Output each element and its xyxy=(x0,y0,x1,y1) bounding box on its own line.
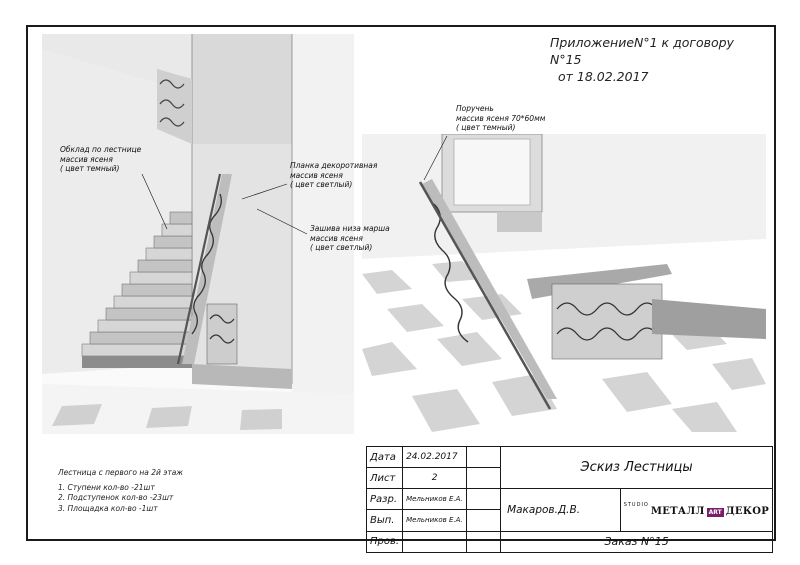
callout-oblad-line: Обклад по лестнице xyxy=(60,145,142,154)
callout-oblad xyxy=(60,145,141,174)
stair-spec-item: 2. Подступенок кол-во -23шт xyxy=(58,493,174,502)
stair-spec-item: 3. Площадка кол-во -1шт xyxy=(58,503,158,513)
sheet-value: 2 xyxy=(403,468,467,489)
callout-zashiva-line: ( цвет светлый) xyxy=(310,243,373,252)
title-block xyxy=(366,446,773,553)
callout-poruchen xyxy=(456,104,545,133)
callout-poruchen-line: Поручень xyxy=(456,104,494,113)
staircase-render-left xyxy=(42,34,354,434)
callout-planka-line: Планка декоротивная xyxy=(290,161,378,170)
empty-cell xyxy=(467,510,501,531)
customer-name: Макаров.Д.В. xyxy=(501,489,620,531)
staircase-render-right xyxy=(362,134,766,432)
empty-cell xyxy=(467,468,501,489)
drawing-title: Эскиз Лестницы xyxy=(501,447,773,489)
stair-spec-title: Лестница с первого на 2й этаж xyxy=(58,468,184,477)
sheet-label: Лист xyxy=(367,468,403,489)
executor-value: Мельников Е.А. xyxy=(403,510,467,531)
date-label: Дата xyxy=(367,447,403,468)
stair-spec-item: 1. Ступени кол-во -21шт xyxy=(58,482,155,492)
logo-word-metall: МЕТАЛЛ xyxy=(650,506,705,518)
title-block-right xyxy=(501,489,773,553)
stair-spec-note xyxy=(58,468,258,514)
logo-studio: STUDIO xyxy=(623,502,649,509)
appendix-title: ПриложениеN°1 к договору N°15 xyxy=(550,35,734,67)
checked-value xyxy=(403,531,467,552)
date-value: 24.02.2017 xyxy=(403,447,467,468)
logo-word-dekor: ДЕКОР xyxy=(725,506,770,518)
callout-zashiva xyxy=(310,224,390,253)
document-header xyxy=(550,34,755,85)
callout-oblad-line: массив ясеня xyxy=(60,154,113,164)
appendix-date: от 18.02.2017 xyxy=(558,69,649,84)
developer-value: Мельников Е.А. xyxy=(403,489,467,510)
executor-label: Вып. xyxy=(367,510,403,531)
developer-label: Разр. xyxy=(367,489,403,510)
callout-oblad-line: ( цвет темный) xyxy=(60,164,120,173)
empty-cell xyxy=(467,531,501,552)
callout-poruchen-line: ( цвет темный) xyxy=(456,123,516,132)
callout-planka xyxy=(290,161,377,190)
callout-zashiva-line: массив ясеня xyxy=(310,233,363,243)
checked-label: Пров. xyxy=(367,531,403,552)
logo-art-box: ART xyxy=(708,509,722,517)
order-number: Заказ N°15 xyxy=(501,531,772,552)
empty-cell xyxy=(467,489,501,510)
company-logo xyxy=(620,489,772,531)
callout-planka-line: массив ясеня xyxy=(290,170,343,180)
callout-planka-line: ( цвет светлый) xyxy=(290,180,353,189)
callout-zashiva-line: Зашива низа марша xyxy=(310,224,390,233)
empty-cell xyxy=(467,447,501,468)
callout-poruchen-line: массив ясеня 70*60мм xyxy=(456,113,546,123)
